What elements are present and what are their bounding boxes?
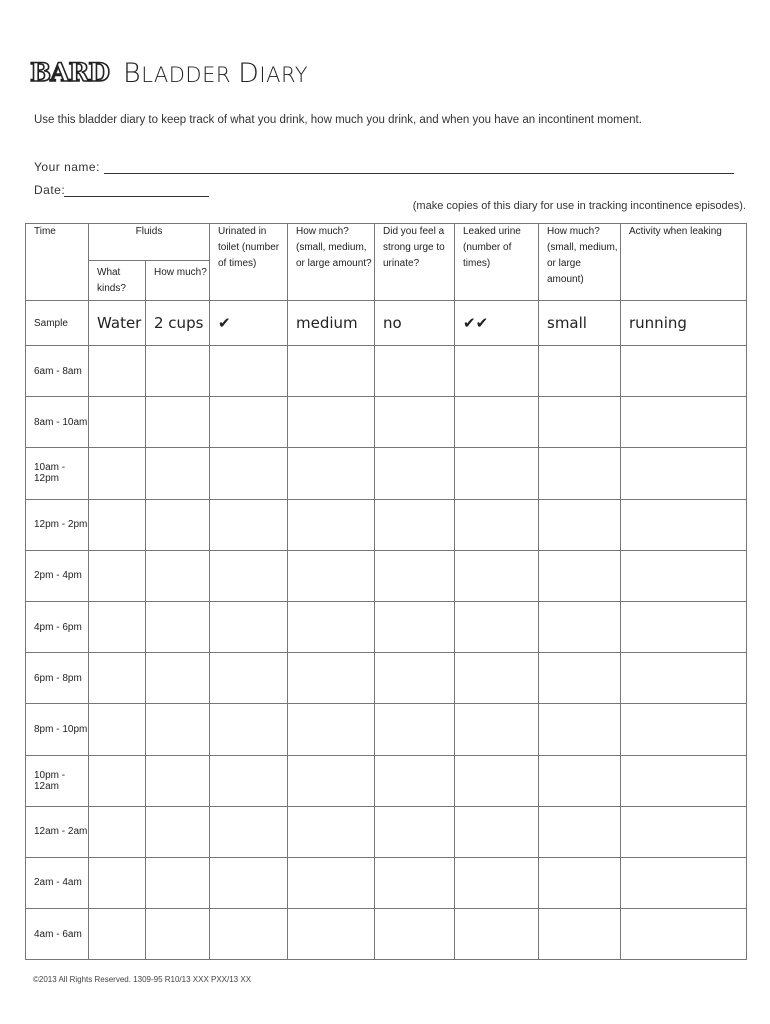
entry-cell[interactable] <box>89 909 146 960</box>
entry-cell[interactable] <box>375 909 455 960</box>
entry-cell[interactable] <box>288 346 375 397</box>
entry-cell[interactable] <box>539 704 621 755</box>
entry-cell[interactable] <box>455 653 539 704</box>
entry-cell[interactable] <box>210 601 288 652</box>
entry-cell[interactable] <box>375 499 455 550</box>
entry-cell[interactable] <box>539 346 621 397</box>
sample-amount: medium <box>288 301 375 346</box>
entry-cell[interactable] <box>288 857 375 908</box>
entry-cell[interactable] <box>288 397 375 448</box>
title-letter-d: D <box>238 58 260 89</box>
entry-cell[interactable] <box>210 499 288 550</box>
time-slot-label: 4pm - 6pm <box>26 601 89 652</box>
entry-cell[interactable] <box>146 601 210 652</box>
entry-cell[interactable] <box>288 550 375 601</box>
col-leaked: Leaked urine (number of times) <box>455 224 539 301</box>
entry-cell[interactable] <box>375 755 455 806</box>
time-slot-row <box>26 653 747 704</box>
entry-cell[interactable] <box>375 806 455 857</box>
entry-cell[interactable] <box>455 857 539 908</box>
entry-cell[interactable] <box>288 909 375 960</box>
title-rest-1: LADDER <box>141 63 239 87</box>
entry-cell[interactable] <box>375 857 455 908</box>
entry-cell[interactable] <box>89 448 146 499</box>
entry-cell[interactable] <box>375 346 455 397</box>
name-line[interactable] <box>104 173 734 174</box>
col-fluids: Fluids <box>89 224 210 261</box>
entry-cell[interactable] <box>455 550 539 601</box>
time-slot-row <box>26 857 747 908</box>
entry-cell[interactable] <box>455 704 539 755</box>
entry-cell[interactable] <box>89 857 146 908</box>
entry-cell[interactable] <box>89 653 146 704</box>
entry-cell[interactable] <box>89 499 146 550</box>
entry-cell[interactable] <box>539 653 621 704</box>
entry-cell[interactable] <box>210 653 288 704</box>
entry-cell[interactable] <box>375 601 455 652</box>
entry-cell[interactable] <box>89 550 146 601</box>
title-letter-b: B <box>123 58 142 89</box>
date-label: Date: <box>34 183 66 197</box>
col-urinated: Urinated in toilet (number of times) <box>210 224 288 301</box>
entry-cell[interactable] <box>621 704 747 755</box>
sample-leaked: ✔✔ <box>455 301 539 346</box>
entry-cell[interactable] <box>455 909 539 960</box>
time-slot-rows <box>26 346 747 960</box>
col-fluid-how-much: How much? <box>146 261 210 301</box>
entry-cell[interactable] <box>539 857 621 908</box>
col-leak-amount: How much? (small, medium, or large amount) <box>539 224 621 301</box>
time-slot-row <box>26 601 747 652</box>
page-title <box>123 58 308 89</box>
entry-cell[interactable] <box>89 806 146 857</box>
entry-cell[interactable] <box>621 653 747 704</box>
entry-cell[interactable] <box>539 397 621 448</box>
entry-cell[interactable] <box>210 755 288 806</box>
entry-cell[interactable] <box>375 704 455 755</box>
entry-cell[interactable] <box>146 653 210 704</box>
date-line[interactable] <box>64 196 209 197</box>
time-slot-row <box>26 448 747 499</box>
entry-cell[interactable] <box>621 346 747 397</box>
entry-cell[interactable] <box>621 755 747 806</box>
entry-cell[interactable] <box>375 550 455 601</box>
time-slot-label: 8am - 10am <box>26 397 89 448</box>
entry-cell[interactable] <box>210 397 288 448</box>
time-slot-row <box>26 397 747 448</box>
time-slot-label: 10pm - 12am <box>26 755 89 806</box>
entry-cell[interactable] <box>146 499 210 550</box>
entry-cell[interactable] <box>146 704 210 755</box>
entry-cell[interactable] <box>146 397 210 448</box>
entry-cell[interactable] <box>89 346 146 397</box>
entry-cell[interactable] <box>375 397 455 448</box>
sample-urinated: ✔ <box>210 301 288 346</box>
entry-cell[interactable] <box>621 499 747 550</box>
entry-cell[interactable] <box>621 806 747 857</box>
entry-cell[interactable] <box>455 448 539 499</box>
time-slot-row <box>26 755 747 806</box>
entry-cell[interactable] <box>89 755 146 806</box>
entry-cell[interactable] <box>455 755 539 806</box>
entry-cell[interactable] <box>288 755 375 806</box>
diary-table <box>25 223 747 960</box>
sample-what: Water <box>89 301 146 346</box>
time-slot-label: 4am - 6am <box>26 909 89 960</box>
bard-logo <box>30 57 109 87</box>
entry-cell[interactable] <box>210 909 288 960</box>
entry-cell[interactable] <box>146 550 210 601</box>
time-slot-row <box>26 550 747 601</box>
entry-cell[interactable] <box>539 806 621 857</box>
time-slot-row <box>26 499 747 550</box>
entry-cell[interactable] <box>89 397 146 448</box>
entry-cell[interactable] <box>621 448 747 499</box>
date-field[interactable] <box>34 183 65 197</box>
bard-logo-text: BARD <box>30 58 109 87</box>
entry-cell[interactable] <box>89 601 146 652</box>
entry-cell[interactable] <box>288 704 375 755</box>
header-row <box>26 224 747 261</box>
sample-leak-amount: small <box>539 301 621 346</box>
entry-cell[interactable] <box>455 806 539 857</box>
copies-note: (make copies of this diary for use in tracking incontinence episodes). <box>412 200 746 212</box>
time-slot-label: 8pm - 10pm <box>26 704 89 755</box>
sample-label: Sample <box>26 301 89 346</box>
name-field[interactable] <box>34 160 100 174</box>
time-slot-label: 6pm - 8pm <box>26 653 89 704</box>
time-slot-row <box>26 704 747 755</box>
entry-cell[interactable] <box>146 909 210 960</box>
entry-cell[interactable] <box>455 499 539 550</box>
entry-cell[interactable] <box>621 909 747 960</box>
time-slot-label: 10am - 12pm <box>26 448 89 499</box>
footer-copyright: ©2013 All Rights Reserved. 1309-95 R10/13 XXX PXX/13 XX <box>33 975 252 984</box>
entry-cell[interactable] <box>210 448 288 499</box>
col-how-much: How much? (small, medium, or large amount? <box>288 224 375 301</box>
time-slot-row <box>26 909 747 960</box>
entry-cell[interactable] <box>288 601 375 652</box>
entry-cell[interactable] <box>210 806 288 857</box>
time-slot-row <box>26 346 747 397</box>
entry-cell[interactable] <box>210 857 288 908</box>
entry-cell[interactable] <box>375 653 455 704</box>
sample-urge: no <box>375 301 455 346</box>
entry-cell[interactable] <box>539 550 621 601</box>
entry-cell[interactable] <box>210 550 288 601</box>
entry-cell[interactable] <box>146 448 210 499</box>
time-slot-label: 2am - 4am <box>26 857 89 908</box>
entry-cell[interactable] <box>455 397 539 448</box>
entry-cell[interactable] <box>146 806 210 857</box>
entry-cell[interactable] <box>539 448 621 499</box>
entry-cell[interactable] <box>288 448 375 499</box>
entry-cell[interactable] <box>621 550 747 601</box>
entry-cell[interactable] <box>288 806 375 857</box>
title-rest-2: IARY <box>259 63 309 87</box>
time-slot-row <box>26 806 747 857</box>
time-slot-label: 6am - 8am <box>26 346 89 397</box>
sample-how-much: 2 cups <box>146 301 210 346</box>
col-time: Time <box>26 224 89 301</box>
entry-cell[interactable] <box>621 857 747 908</box>
entry-cell[interactable] <box>146 755 210 806</box>
entry-cell[interactable] <box>288 499 375 550</box>
entry-cell[interactable] <box>455 346 539 397</box>
entry-cell[interactable] <box>210 346 288 397</box>
entry-cell[interactable] <box>146 857 210 908</box>
entry-cell[interactable] <box>375 448 455 499</box>
col-urge: Did you feel a strong urge to urinate? <box>375 224 455 301</box>
col-what-kinds: What kinds? <box>89 261 146 301</box>
time-slot-label: 12am - 2am <box>26 806 89 857</box>
entry-cell[interactable] <box>455 601 539 652</box>
time-slot-label: 12pm - 2pm <box>26 499 89 550</box>
col-activity: Activity when leaking <box>621 224 747 301</box>
entry-cell[interactable] <box>539 909 621 960</box>
time-slot-label: 2pm - 4pm <box>26 550 89 601</box>
entry-cell[interactable] <box>539 755 621 806</box>
intro-text: Use this bladder diary to keep track of what you drink, how much you drink, and when you have an incontinent moment. <box>34 114 642 126</box>
name-label: Your name: <box>34 160 100 174</box>
entry-cell[interactable] <box>539 601 621 652</box>
entry-cell[interactable] <box>621 601 747 652</box>
entry-cell[interactable] <box>210 704 288 755</box>
entry-cell[interactable] <box>89 704 146 755</box>
entry-cell[interactable] <box>288 653 375 704</box>
entry-cell[interactable] <box>146 346 210 397</box>
sample-row <box>26 301 747 346</box>
entry-cell[interactable] <box>621 397 747 448</box>
entry-cell[interactable] <box>539 499 621 550</box>
sample-activity: running <box>621 301 747 346</box>
